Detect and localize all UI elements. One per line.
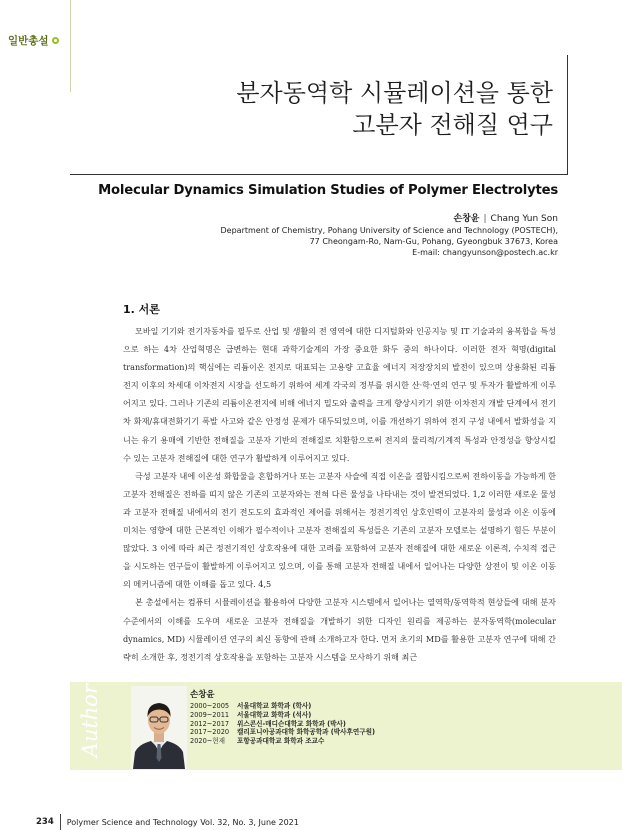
bio-row xyxy=(190,711,375,720)
author-line xyxy=(453,211,558,224)
affiliation-line-1: Department of Chemistry, Pohang University of Science and Technology (POSTECH), xyxy=(220,226,558,235)
author-photo xyxy=(131,686,187,769)
author-separator: | xyxy=(483,214,487,224)
korean-title xyxy=(236,77,553,141)
bio-years: 2017~2020 xyxy=(190,728,230,737)
section-tag-label: 일반총설 xyxy=(8,35,49,47)
author-english-name: Chang Yun Son xyxy=(490,214,558,224)
section-heading: 1. 서론 xyxy=(123,303,160,316)
person-photo-icon xyxy=(131,686,187,769)
section-tag xyxy=(8,33,59,48)
footer xyxy=(36,814,299,830)
affiliation xyxy=(221,225,559,258)
english-title: Molecular Dynamics Simulation Studies of Polymer Electrolytes xyxy=(98,183,558,198)
author-panel-label: Author xyxy=(78,684,102,758)
bio-years: 2009~2011 xyxy=(190,710,230,719)
footer-divider xyxy=(60,814,61,830)
bio-desc: 서울대학교 화학과 (석사) xyxy=(237,710,312,719)
bio-years: 2020~현재 xyxy=(190,737,226,746)
author-korean-name: 손창윤 xyxy=(453,214,480,224)
journal-citation: Polymer Science and Technology Vol. 32, No. 3, June 2021 xyxy=(66,817,299,827)
author-email: E-mail: changyunson@postech.ac.kr xyxy=(412,248,558,257)
bio-years: 2012~2017 xyxy=(190,719,230,728)
affiliation-line-2: 77 Cheongam-Ro, Nam-Gu, Pohang, Gyeongbuk 37673, Korea xyxy=(309,237,558,246)
bio-row xyxy=(190,702,375,711)
paragraph-3: 본 총설에서는 컴퓨터 시뮬레이션을 활용하여 다양한 고분자 시스템에서 일어나는 열역학/동역학적 현상들에 대해 분자 수준에서의 이해를 도우며 새로운 고분자 전해질을 개발하기 위한 디자인 원리를 제공하는 분자동역학(molecular dynamics, MD) 시뮬레이션 연구의 최신 동향에 관해 소개하고자 한다. 먼저 초기의 MD를 활용한 고분자 연구에 대해 간략히 소개한 후, 정전기적 상호작용을 포함하는 고분자 시스템을 모사하기 위해 최근 xyxy=(123,597,556,662)
paragraph-2: 극성 고분자 내에 이온성 화합물을 혼합하거나 또는 고분자 사슬에 직접 이온을 결합시킴으로써 전하이동을 가능하게 한 고분자 전해질은 전하를 띠지 않은 기존의 고분자와는 전혀 다른 물성을 나타내는 것이 발견되었다. 1,2 이러한 새로운 물성과 고분자 전해질 내에서의 전기 전도도의 효과적인 제어를 위해서는 정전기적인 상호인력이 고분자의 물성과 이온 이동에 미치는 영향에 대한 근본적인 이해가 필수적이나 고분자 전해질의 특성들은 기존의 고분자 모델로는 설명하기 힘든 부분이 많았다. 3 이에 따라 최근 정전기적인 상호작용에 대한 고려를 포함하여 고분자 전해질에 대한 새로운 이론적, 수치적 접근을 시도하는 연구들이 활발하게 이루어지고 있으며, 이를 통해 고분자 전해질 내에서 일어나는 다양한 상전이 및 이온 이동의 메커니즘에 대한 이해를 돕고 있다. 4,5 xyxy=(123,470,556,590)
bio-desc: 포항공과대학교 화학과 조교수 xyxy=(237,737,325,746)
korean-title-line-1: 분자동역학 시뮬레이션을 통한 xyxy=(236,79,553,107)
paragraph-1: 모바일 기기와 전기자동차를 필두로 산업 및 생활의 전 영역에 대한 디지털화와 인공지능 및 IT 기술과의 융복합을 특성으로 하는 4차 산업혁명은 급변하는 현대 과학기술계의 가장 중요한 화두 중의 하나이다. 이러한 전자 혁명(digital transformation)의 핵심에는 리튬이온 전지로 대표되는 고용량 고효율 에너지 저장장치의 발전이 있으며 상용화된 리튬 전지 이후의 차세대 이차전지 시장을 선도하기 위하여 세계 각국의 정부를 위시한 산·학·연의 연구 및 투자가 활발하게 이루어지고 있다. 그러나 기존의 리튬이온전지에 비해 에너지 밀도와 출력을 크게 향상시키기 위한 이차전지 개발 단계에서 전기차 화재/휴대전화기기 폭발 사고와 같은 안정성 문제가 대두되었으며, 이를 개선하기 위하여 전지 구성 내에서 발화성을 지니는 유기 용매에 기반한 전해질을 고분자 기반의 전해질로 치환함으로써 전지의 물리적/기계적 특성과 안정성을 향상시킬 수 있는 고분자 전해질에 대한 연구가 활발하게 이루어지고 있다. xyxy=(123,326,556,463)
bio-row xyxy=(190,737,375,746)
page-number: 234 xyxy=(36,817,54,827)
bio-name: 손창윤 xyxy=(190,690,215,700)
author-panel xyxy=(70,682,622,770)
article-body xyxy=(123,322,556,666)
bio-row xyxy=(190,728,375,737)
bio-desc: 위스콘신-매디슨대학교 화학과 (박사) xyxy=(237,719,346,728)
bio-years: 2000~2005 xyxy=(190,702,230,710)
bio-list xyxy=(190,702,375,746)
title-box xyxy=(70,55,568,175)
bio-desc: 서울대학교 화학과 (학사) xyxy=(237,702,312,710)
circle-icon xyxy=(52,37,59,44)
bio-desc: 캘리포니아공과대학 화학공학과 (박사후연구원) xyxy=(237,728,376,737)
korean-title-line-2: 고분자 전해질 연구 xyxy=(352,111,553,139)
